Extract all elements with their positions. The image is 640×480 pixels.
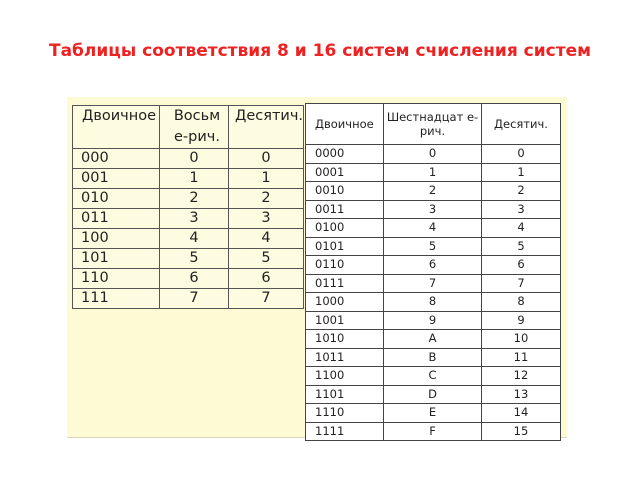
table2-row-cell: 1 bbox=[482, 163, 561, 182]
table1-row-cell: 5 bbox=[229, 249, 304, 269]
table1-row-cell: 6 bbox=[229, 269, 304, 289]
table1-row-cell: 4 bbox=[160, 229, 229, 249]
table1-row bbox=[73, 189, 304, 209]
table2-row bbox=[306, 163, 561, 182]
table1-row bbox=[73, 209, 304, 229]
table1-row-cell: 011 bbox=[73, 209, 160, 229]
table2-row-cell: C bbox=[384, 367, 482, 386]
table1-row-cell: 1 bbox=[160, 169, 229, 189]
table2-row-cell: 3 bbox=[482, 200, 561, 219]
table1-row bbox=[73, 249, 304, 269]
table2-row-cell: 5 bbox=[482, 237, 561, 256]
table2-row-cell: 0101 bbox=[306, 237, 384, 256]
table1-row-cell: 2 bbox=[229, 189, 304, 209]
table2-row bbox=[306, 330, 561, 349]
table1-row-cell: 7 bbox=[229, 289, 304, 309]
table1-row bbox=[73, 269, 304, 289]
table2-row-cell: 8 bbox=[384, 293, 482, 312]
table1-row-cell: 2 bbox=[160, 189, 229, 209]
table2-row-cell: 1101 bbox=[306, 385, 384, 404]
table2-header-binary: Двоичное bbox=[306, 104, 384, 145]
table2-row-cell: 0110 bbox=[306, 256, 384, 275]
table2-row-cell: 1 bbox=[384, 163, 482, 182]
table2-row bbox=[306, 311, 561, 330]
table1-row-cell: 5 bbox=[160, 249, 229, 269]
table2-row-cell: 1111 bbox=[306, 422, 384, 441]
table1-row bbox=[73, 289, 304, 309]
table2-row-cell: 0111 bbox=[306, 274, 384, 293]
table2-row bbox=[306, 385, 561, 404]
table1-row-cell: 0 bbox=[229, 149, 304, 169]
table2-row bbox=[306, 348, 561, 367]
table1-row-cell: 001 bbox=[73, 169, 160, 189]
table2-row-cell: 1100 bbox=[306, 367, 384, 386]
table2-row-cell: 0001 bbox=[306, 163, 384, 182]
table2-row-cell: 0000 bbox=[306, 145, 384, 164]
table1-row-cell: 000 bbox=[73, 149, 160, 169]
table2-row-cell: A bbox=[384, 330, 482, 349]
table2-row-cell: 3 bbox=[384, 200, 482, 219]
octal-correspondence-table bbox=[72, 105, 304, 309]
table1-header-decimal: Десятич. bbox=[229, 106, 304, 149]
table2-header-hex: Шестнадцат е-рич. bbox=[384, 104, 482, 145]
table2-row-cell: 11 bbox=[482, 348, 561, 367]
table2-row bbox=[306, 237, 561, 256]
table2-row bbox=[306, 200, 561, 219]
table1-row-cell: 6 bbox=[160, 269, 229, 289]
table2-header-decimal: Десятич. bbox=[482, 104, 561, 145]
table1-row-cell: 010 bbox=[73, 189, 160, 209]
table2-row-cell: 0011 bbox=[306, 200, 384, 219]
table2-row-cell: 14 bbox=[482, 404, 561, 423]
table2-row-cell: D bbox=[384, 385, 482, 404]
table2-row-cell: 0100 bbox=[306, 219, 384, 238]
table1-row-cell: 7 bbox=[160, 289, 229, 309]
table1-row bbox=[73, 149, 304, 169]
table1-row-cell: 110 bbox=[73, 269, 160, 289]
table2-row bbox=[306, 256, 561, 275]
table2-row-cell: 5 bbox=[384, 237, 482, 256]
table2-row-cell: E bbox=[384, 404, 482, 423]
table2-row-cell: 2 bbox=[482, 182, 561, 201]
table2-row-cell: 13 bbox=[482, 385, 561, 404]
table2-row-cell: 1110 bbox=[306, 404, 384, 423]
table2-row-cell: 0 bbox=[482, 145, 561, 164]
table1-row-cell: 1 bbox=[229, 169, 304, 189]
hex-correspondence-table bbox=[305, 103, 561, 441]
table1-row-cell: 100 bbox=[73, 229, 160, 249]
table1-row bbox=[73, 169, 304, 189]
table1-row-cell: 3 bbox=[229, 209, 304, 229]
table2-row-cell: 8 bbox=[482, 293, 561, 312]
table1-header-binary: Двоичное bbox=[73, 106, 160, 149]
table2-row-cell: 1010 bbox=[306, 330, 384, 349]
table2-row bbox=[306, 274, 561, 293]
table1-row-cell: 101 bbox=[73, 249, 160, 269]
table2-row-cell: 6 bbox=[482, 256, 561, 275]
table2-row bbox=[306, 219, 561, 238]
table2-row bbox=[306, 422, 561, 441]
table2-row-cell: 7 bbox=[482, 274, 561, 293]
table1-row-cell: 0 bbox=[160, 149, 229, 169]
table1-row-cell: 4 bbox=[229, 229, 304, 249]
table1-row bbox=[73, 229, 304, 249]
table1-row-cell: 3 bbox=[160, 209, 229, 229]
table2-row-cell: 4 bbox=[384, 219, 482, 238]
table2-row bbox=[306, 367, 561, 386]
table2-row-cell: 2 bbox=[384, 182, 482, 201]
table2-row-cell: F bbox=[384, 422, 482, 441]
table1-row-cell: 111 bbox=[73, 289, 160, 309]
table2-row-cell: 12 bbox=[482, 367, 561, 386]
table2-row-cell: 0010 bbox=[306, 182, 384, 201]
table2-row-cell: 1011 bbox=[306, 348, 384, 367]
table2-row-cell: 6 bbox=[384, 256, 482, 275]
table2-row bbox=[306, 293, 561, 312]
table2-row-cell: 4 bbox=[482, 219, 561, 238]
table2-row bbox=[306, 145, 561, 164]
table2-row bbox=[306, 182, 561, 201]
table2-row-cell: 7 bbox=[384, 274, 482, 293]
table2-row-cell: 0 bbox=[384, 145, 482, 164]
table2-row-cell: 9 bbox=[384, 311, 482, 330]
table2-row-cell: 15 bbox=[482, 422, 561, 441]
table2-row-cell: 9 bbox=[482, 311, 561, 330]
table2-row-cell: B bbox=[384, 348, 482, 367]
table2-row bbox=[306, 404, 561, 423]
table1-header-octal: Восьм е-рич. bbox=[160, 106, 229, 149]
table2-row-cell: 1000 bbox=[306, 293, 384, 312]
table2-row-cell: 1001 bbox=[306, 311, 384, 330]
page-title: Таблицы соответствия 8 и 16 систем счисления систем bbox=[48, 41, 592, 61]
table2-row-cell: 10 bbox=[482, 330, 561, 349]
